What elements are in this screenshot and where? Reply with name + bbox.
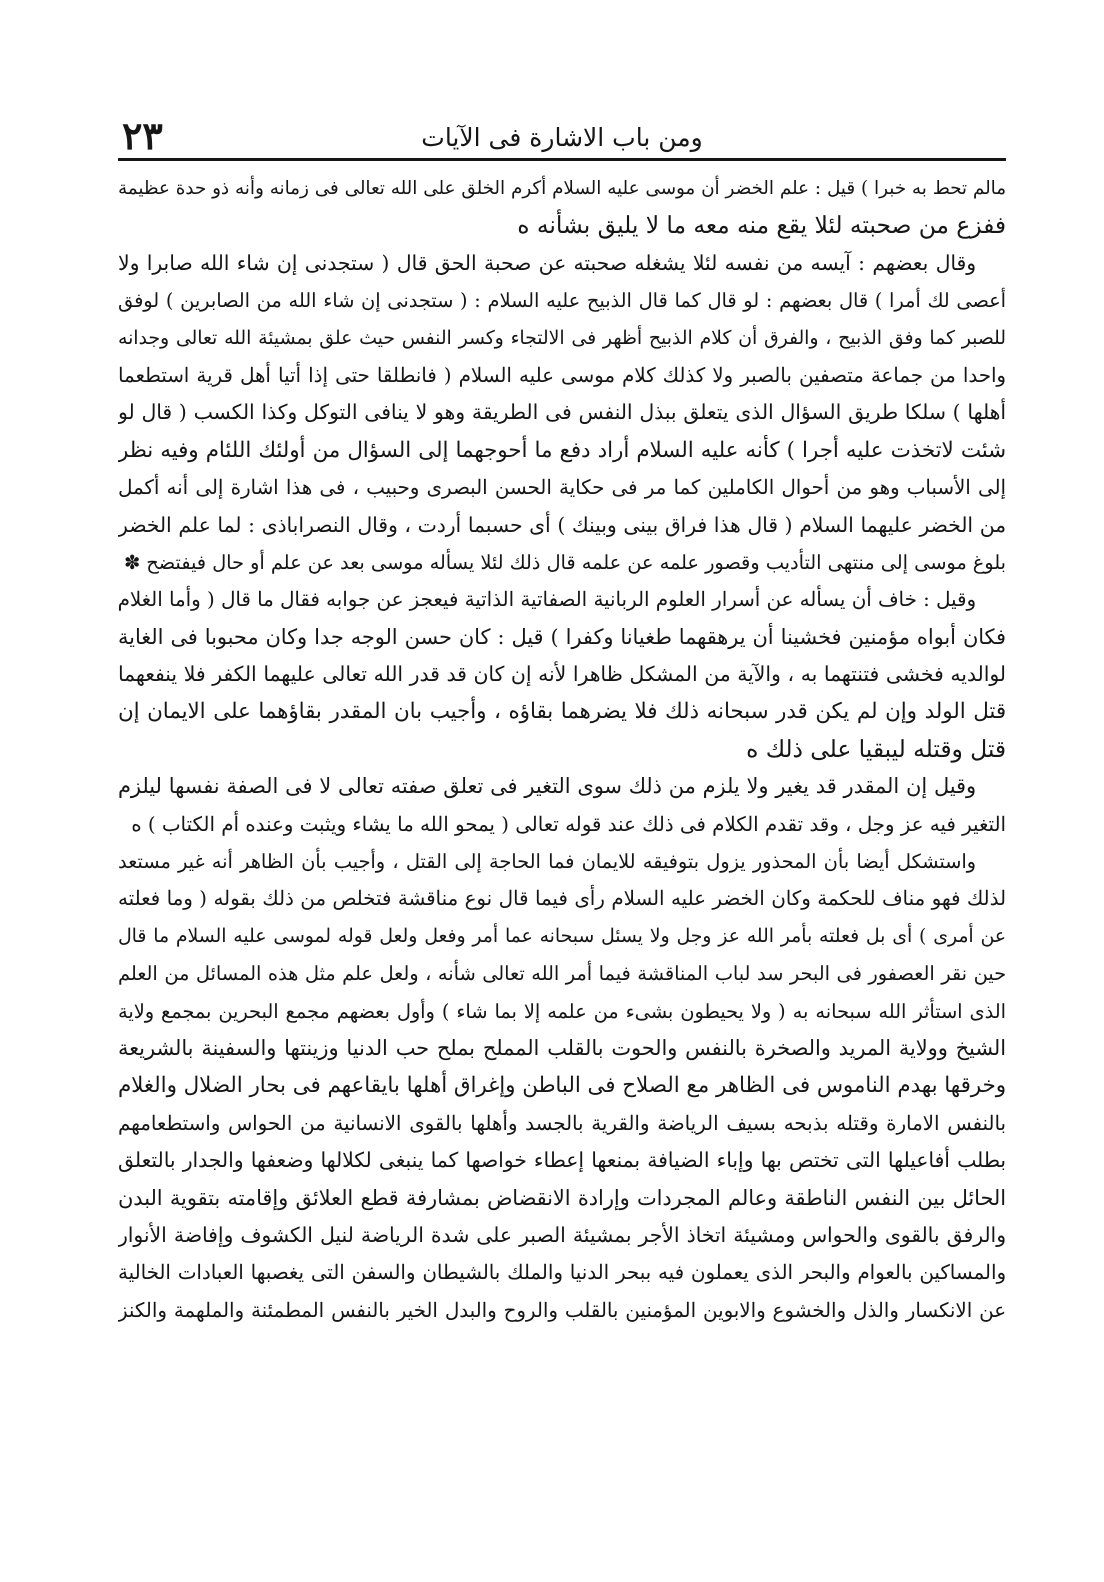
text-line: حين نقر العصفور فى البحر سد لباب المناقشة فيما أمر الله تعالى شأنه ، ولعل علم مثل هذه المسائل من العلم xyxy=(118,962,1006,986)
text-line: أهلها ) سلكا طريق السؤال الذى يتعلق ببذل النفس فى الطريقة وهو لا ينافى التوكل وكذا الكسب ( قال لو xyxy=(118,400,1006,425)
text-line: واستشكل أيضا بأن المحذور يزول بتوفيقه للايمان فما الحاجة إلى القتل ، وأجيب بأن الظاهر أنه غير مستعد xyxy=(118,850,976,874)
text-line: ففزع من صحبته لئلا يقع منه معه ما لا يليق بشأنه ه xyxy=(517,212,1006,240)
text-line: عن الانكسار والذل والخشوع والابوين المؤمنين بالقلب والروح والبدل الخير بالنفس المطمئنة والملهمة والكنز xyxy=(118,1298,1006,1322)
text-line: وخرقها بهدم الناموس فى الظاهر مع الصلاح فى الباطن وإغراق أهلها بايقاعهم فى بحار الضلال والغلام xyxy=(118,1073,1006,1099)
text-line: واحدا من جماعة متصفين بالصبر ولا كذلك كلام موسى عليه السلام ( فانطلقا حتى إذا أتيا أهل قرية استطعما xyxy=(118,363,1006,387)
text-line: وقيل : خاف أن يسأله عن أسرار العلوم الربانية الصفاتية الذاتية فيعجز عن جوابه فقال ما قال ( وأما الغلام xyxy=(118,588,976,612)
text-line: بالنفس الامارة وقتله بذبحه بسيف الرياضة والقرية بالجسد وأهلها بالقوى الانسانية من الحواس واستطعامهم xyxy=(118,1111,1006,1135)
text-line: بطلب أفاعيلها التى تختص بها وإباء الضيافة بمنعها إعطاء خواصها كما ينبغى لكلالها وضعفها والجدار بالتعلق xyxy=(118,1148,1006,1173)
text-line: عن أمرى ) أى بل فعلته بأمر الله عز وجل ولا يسئل سبحانه عما أمر وفعل ولعل قوله لموسى عليه السلام ما قال xyxy=(118,925,1006,947)
text-line: لوالديه فخشى فتنتهما به ، والآية من المشكل ظاهرا لأنه إن كان قد قدر الله تعالى عليهما الكفر فلا ينفعهما xyxy=(118,662,1006,687)
text-line: وقيل إن المقدر قد يغير ولا يلزم من ذلك سوى التغير فى تعلق صفته تعالى لا فى الصفة نفسها ليلزم xyxy=(118,774,976,799)
text-line: من الخضر عليهما السلام ( قال هذا فراق بينى وبينك ) أى حسبما أردت ، وقال النصراباذى : لما علم الخضر xyxy=(118,512,1006,537)
body-text xyxy=(118,170,1006,1329)
running-title: ومن باب الاشارة فى الآيات xyxy=(421,123,703,152)
text-line: لذلك فهو مناف للحكمة وكان الخضر عليه السلام رأى فيما قال نوع مناقشة فتخلص من ذلك بقوله ( وما فعلته xyxy=(118,887,1006,911)
text-line: والمساكين بالعوام والبحر الذى يعملون فيه ببحر الدنيا والملك بالشيطان والسفن التى يغصبها العبادات الخالية xyxy=(118,1261,1006,1285)
text-line: الشيخ وولاية المريد والصخرة بالنفس والحوت بالقلب المملح بملح حب الدنيا وزينتها والسفينة بالشريعة xyxy=(118,1035,1006,1060)
text-line: للصبر كما وفق الذبيح ، والفرق أن كلام الذبيح أظهر فى الالتجاء وكسر النفس حيث علق بمشيئة الله تعالى وجدانه xyxy=(118,327,1006,349)
text-line: وقال بعضهم : آيسه من نفسه لئلا يشغله صحبته عن صحبة الحق قال ( ستجدنى إن شاء الله صابرا ولا xyxy=(118,250,976,275)
page-number: ٢٣ xyxy=(122,113,163,158)
text-line: مالم تحط به خبرا ) قيل : علم الخضر أن موسى عليه السلام أكرم الخلق على الله تعالى فى زمانه وأنه ذو حدة عظيمة xyxy=(118,178,1006,199)
text-line: قتل الولد وإن لم يكن قدر سبحانه ذلك فلا يضرهما بقاؤه ، وأجيب بان المقدر بقاؤهما على الايمان إن xyxy=(118,699,1006,725)
text-line: الحائل بين النفس الناطقة وعالم المجردات وإرادة الانقضاض بمشارفة قطع العلائق وإقامته بتقوية البدن xyxy=(118,1185,1006,1210)
text-line: التغير فيه عز وجل ، وقد تقدم الكلام فى ذلك عند قوله تعالى ( يمحو الله ما يشاء ويثبت وعنده أم الكتاب ) ه xyxy=(131,812,1006,836)
text-line: فكان أبواه مؤمنين فخشينا أن يرهقهما طغيانا وكفرا ) قيل : كان حسن الوجه جدا وكان محبوبا فى الغاية xyxy=(118,624,1006,649)
text-line: بلوغ موسى إلى منتهى التأديب وقصور علمه عن علمه قال ذلك لئلا يسأله موسى بعد عن علم أو حال فيفتضح ✽ xyxy=(123,550,1006,574)
header-rule xyxy=(118,158,1006,161)
text-line: شئت لاتخذت عليه أجرا ) كأنه عليه السلام أراد دفع ما أحوجهما إلى السؤال من أولئك اللئام وفيه نظر xyxy=(118,437,1006,463)
text-line: أعصى لك أمرا ) قال بعضهم : لو قال كما قال الذبيح عليه السلام : ( ستجدنى إن شاء الله من الصابرين ) لوفق xyxy=(118,289,1006,313)
text-line: قتل وقتله ليبقيا على ذلك ه xyxy=(746,735,1006,763)
text-line: والرفق بالقوى والحواس ومشيئة اتخاذ الأجر بمشيئة الصبر على شدة الرياضة لنيل الكشوف وإفاضة الأنوار xyxy=(118,1222,1006,1247)
text-line: الذى استأثر الله سبحانه به ( ولا يحيطون بشىء من علمه إلا بما شاء ) وأول بعضهم مجمع البحرين بمجمع ولاية xyxy=(118,999,1006,1023)
text-line: إلى الأسباب وهو من أحوال الكاملين كما مر فى حكاية الحسن البصرى وحبيب ، فى هذا اشارة إلى أنه أكمل xyxy=(118,476,1006,500)
page-header xyxy=(118,108,1006,156)
